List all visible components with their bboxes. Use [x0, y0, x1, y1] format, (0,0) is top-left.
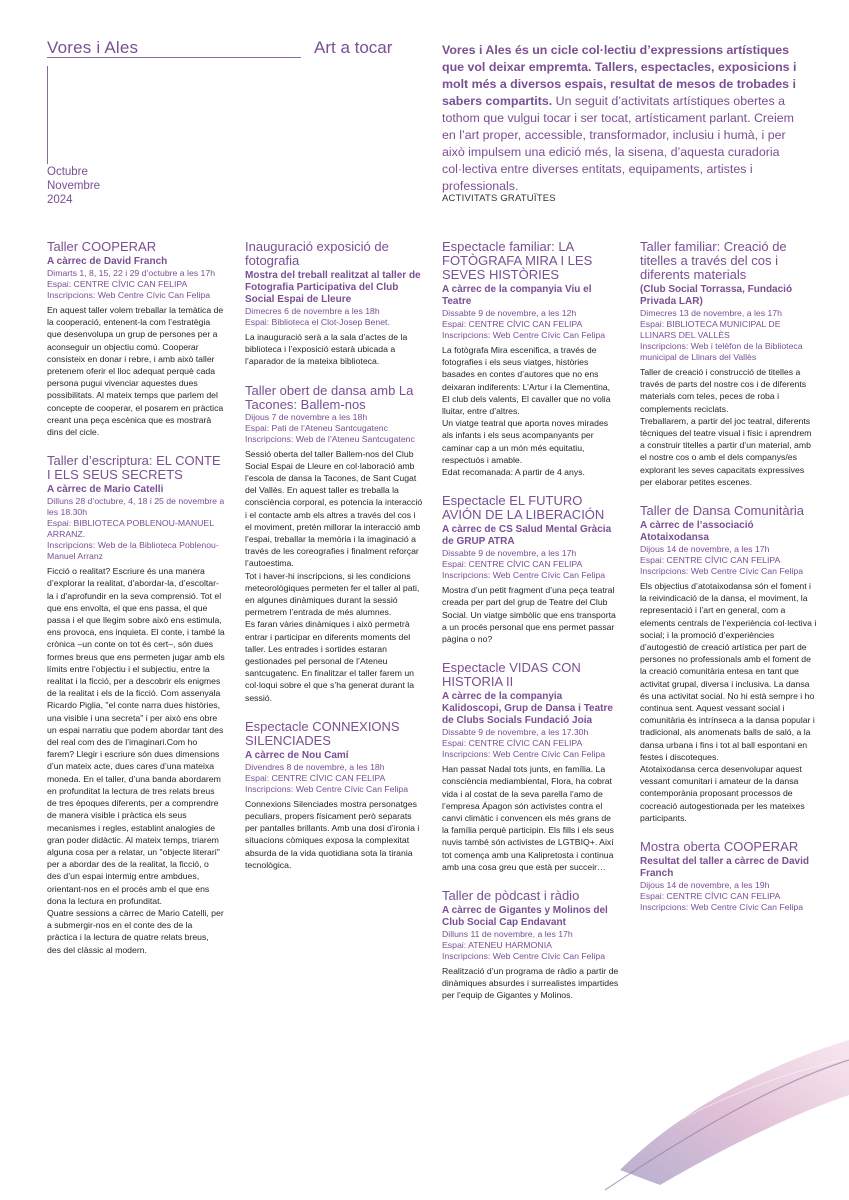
event-description: Mostra d’un petit fragment d’una peça teatral creada per part del grup de Teatre del Club Social. Un viatge simbòlic que ens transporta a un procés personal que ens permet passar pàgina o no?	[442, 585, 616, 645]
event-registration: Inscripcions: Web Centre Cívic Can Felipa	[442, 749, 606, 760]
event-card	[442, 240, 620, 478]
event-card	[245, 240, 423, 368]
event-registration: Inscripcions: Web Centre Cívic Can Felipa	[442, 570, 606, 581]
event-card	[47, 454, 225, 956]
event-title: Taller obert de dansa amb La Tacones: Ballem-nos	[245, 382, 414, 412]
event-description: En aquest taller volem treballar la temàtica de la cooperació, entenent-la com l’estratègia que desenvolupa un grup de persones per a aconseguir un objectiu comú. Cooperar consisteix en donar i rebre, i amb això taller pretenem oferir el lloc adequat perquè cada persona pugui vivenciar aquestes dues possibilitats. Al mateix temps que parlem del concepte de cooperar, el posarem en pràctica creant una peça escènica que es mostrarà dins del cicle.	[47, 305, 224, 438]
event-venue: Espai: CENTRE CÍVIC CAN FELIPA	[47, 279, 188, 289]
event-date: Dimecres 6 de novembre a les 18h	[245, 306, 380, 316]
event-registration: Inscripcions: Web Centre Cívic Can Felipa	[640, 902, 804, 913]
event-subtitle: Resultat del taller a càrrec de David Franch	[640, 856, 809, 880]
event-venue: Espai: Biblioteca el Clot-Josep Benet.	[245, 317, 390, 327]
event-title: Taller de Dansa Comunitària	[640, 503, 805, 519]
column-4	[640, 240, 818, 929]
event-title: Mostra oberta COOPERAR	[640, 839, 799, 855]
intro-text: Un seguit d’activitats artístiques obertes a tothom que vulgui tocar i ser tocat, artísticament parlant. Creiem en l’art proper, accessible, transformador, inclusiu i humà, i per això impulsem una edició més, la sisena, d’aquesta curadoria col·lectiva entre diverses entitats, equipaments, artistes i professionals.	[442, 94, 794, 193]
event-title: Espectacle VIDAS CON HISTORIA II	[442, 660, 581, 690]
event-title: Inauguració exposició de fotografia	[245, 239, 389, 268]
event-description: Taller de creació i construcció de titelles a través de parts del nostre cos i de diferents materials com teles, peces de roba i complements reciclats. Treballarem, a partir del joc teatral, diferents tècniques del teatre visual i físic i aprendrem a construir titelles a partir d’un material, amb el nostre cos o amb el dels companys/es explorant les seves capacitats expressives per elaborar petites escenes.	[640, 367, 812, 487]
event-date: Dissabte 9 de novembre, a les 17.30h	[442, 727, 589, 738]
event-title: Taller familiar: Creació de titelles a través del cos i diferents materials	[640, 239, 787, 282]
event-description: Connexions Silenciades mostra personatges peculiars, propers físicament però separats per pantalles brillants. Amb una dosi d’ironia i situacions còmiques exposa la complexitat absurda de la vida quotidiana sota la tirania tecnològica.	[245, 798, 420, 870]
date-year: 2024	[47, 194, 73, 206]
event-date: Dijous 14 de novembre, a les 19h	[640, 880, 770, 891]
event-date: Dijous 14 de novembre, a les 17h	[640, 544, 770, 555]
event-card	[442, 494, 620, 645]
event-subtitle: A càrrec de Gigantes y Molinos del Club Social Cap Endavant	[442, 905, 608, 929]
intro-paragraph	[442, 42, 808, 195]
event-venue: Espai: CENTRE CÍVIC CAN FELIPA	[640, 555, 781, 566]
event-date: Dimecres 13 de novembre, a les 17h	[640, 308, 782, 318]
event-description: La inauguració serà a la sala d’actes de la biblioteca i l’exposició estarà ubicada a l’aparador de la mateixa biblioteca.	[245, 332, 408, 367]
event-registration: Inscripcions: Web de la Biblioteca Poblenou-Manuel Arranz	[47, 540, 219, 562]
event-subtitle: A càrrec de Nou Camí	[245, 749, 349, 761]
feather-illustration	[600, 1000, 849, 1200]
event-description: Ficció o realitat? Escriure és una manera d’explorar la realitat, d’abordar-la, d’escoltar-la i d’aprofundir en la seva comprensió. Tot el que ens envolta, el que ens passa, el que passa i el que llegim sobre això ens estimula, ens provoca, ens inquieta. El conte, i també la crònica –un conte on tot és cert–, són dues formes breus que ens permeten jugar amb els límits entre l’objectiu i el subjectiu, entre la realitat i la ficció, per a descobrir els enigmes de la realitat i els de la ficció. Com assenyala Ricardo Piglia, "el conte narra dues històries, una visible i una secreta" i per això ens obre un espai narratiu que podem abordar tant des del real com des de l’imaginari.Com ho farem? Llegir i escriure són dues dimensions d’un mateix acte, dues cares d’una mateixa moneda. En el taller, d’una banda abordarem en profunditat la lectura de tres relats breus de tres èpoques diferents, per a comprendre de manera visible i pràctica els seus mecanismes i regles, establint analogies de gran poder didàctic. Al mateix temps, triarem alguna cosa per a relatar, un "objecte literari" per a abordar des de la realitat, la ficció, o des d’un espai intermig entre ambdues, orientant-nos en el procés amb el que ens dona la lectura en profunditat. Quatre sessions a càrrec de Mario Catelli, per a submergir-nos en el conte des de la pràctica i la lectura de quatre relats breus, des del clàssic al modern.	[47, 566, 225, 955]
brand-subtitle: Art a tocar	[314, 38, 393, 57]
brand-title: Vores i Ales	[47, 38, 139, 57]
intro-bold: Vores i Ales és un cicle col·lectiu d’expressions artístiques que vol deixar empremta. Tallers, espectacles, exposicions i molt més a diversos espais, resultat de mesos de trobades i sabers compartits.	[442, 43, 797, 108]
event-venue: Espai: BIBLIOTECA POBLENOU-MANUEL ARRANZ.	[47, 518, 214, 540]
event-venue: Espai: CENTRE CÍVIC CAN FELIPA	[245, 772, 386, 783]
event-venue: Espai: ATENEU HARMONIA	[442, 940, 552, 951]
event-card	[640, 240, 818, 488]
event-date: Dilluns 28 d’octubre, 4, 18 i 25 de novembre a les 18.30h	[47, 496, 225, 518]
date-month-2: Novembre	[47, 180, 101, 192]
column-1	[47, 240, 225, 972]
column-2	[245, 240, 423, 887]
event-title: Espectacle familiar: LA FOTÒGRAFA MIRA I LES SEVES HISTÒRIES	[442, 239, 593, 282]
event-title: Taller COOPERAR	[47, 239, 157, 254]
date-block	[47, 165, 100, 207]
event-title: Taller d’escriptura: EL CONTE I ELS SEUS SECRETS	[47, 453, 221, 483]
event-date: Dissabte 9 de novembre, a les 12h	[442, 308, 577, 318]
event-registration: Inscripcions: Web i telèfon de la Biblioteca municipal de Llinars del Vallès	[640, 341, 803, 362]
event-venue: Espai: CENTRE CÍVIC CAN FELIPA	[640, 891, 781, 902]
event-subtitle: Mostra del treball realitzat al taller de Fotografia Participativa del Club Social Espai de Lleure	[245, 270, 421, 305]
event-description: Els objectius d’atotaixodansa són el foment i la reivindicació de la dansa, el moviment, la representació i l’art en general, com a elements centrals de l’experiència col·lectiva i social; i la promoció d’experiències d’autogestió de creació artística per part de persones no professionals amb el foment de la creació comunitària entesa en tant que activitat grupal, diversa i inclusiva. La dansa és una activitat social. No hi està sempre i ho continua sent. Aquest vessant social i comunitària és intrínseca a la dansa popular i tradicional, als anomenats balls de saló, a la dansa urbana i fins i tot al ball espontani en festes i discoteques. Atotaixodansa cerca desenvolupar aquest vessant comunitari i amateur de la dansa contemporània proposant processos de cocreació autogestionada per les mateixes participants.	[640, 581, 817, 823]
event-registration: Inscripcions: Web Centre Cívic Can Felipa	[245, 783, 409, 794]
event-venue: Espai: CENTRE CÍVIC CAN FELIPA	[442, 738, 583, 749]
event-date: Dijous 7 de novembre a les 18h	[245, 411, 368, 422]
event-card	[245, 384, 423, 704]
event-subtitle: A càrrec de Mario Catelli	[47, 484, 164, 496]
event-venue: Espai: Pati de l’Ateneu Santcugatenc	[245, 422, 388, 433]
event-date: Dilluns 11 de novembre, a les 17h	[442, 929, 573, 940]
event-subtitle: A càrrec de CS Salud Mental Gràcia de GRUP ATRA	[442, 524, 612, 548]
event-card	[47, 240, 225, 438]
event-date: Dimarts 1, 8, 15, 22 i 29 d’octubre a les 17h	[47, 268, 216, 278]
event-card	[442, 661, 620, 873]
event-title: Taller de pòdcast i ràdio	[442, 888, 580, 904]
event-subtitle: A càrrec de la companyia Kalidoscopi, Grup de Dansa i Teatre de Clubs Socials Fundació Joia	[442, 691, 613, 727]
event-venue: Espai: CENTRE CÍVIC CAN FELIPA	[442, 319, 583, 329]
brand-header	[47, 38, 301, 58]
free-activities-label: ACTIVITATS GRATUÏTES	[442, 193, 556, 204]
event-description: Sessió oberta del taller Ballem-nos del Club Social Espai de Lleure en col·laboració amb l’escola de dansa la Tacones, de Sant Cugat del Vallès. En aquest taller es treballa la consciència corporal, es potencia la interacció i el contacte amb els altres a través del cos i el moviment, pretén millorar la interacció amb l’espai, treballar la memòria i la imaginació a través de les coreografies i finalment reforçar l’autoestima. Tot i haver-hi inscripcions, si les condicions meteorològiques permeten fer el taller al pati, en algunes dinàmiques durant la sessió permetrem l’entrada de més alumnes. Es faran vàries dinàmiques i això permetrà entrar i participar en diferents moments del taller. Les entrades i sortides estaran gestionades pel personal de l’Ateneu santcugatenc. En finalitzar el taller farem un col·loqui sobre el que s’ha generat durant la sessió.	[245, 448, 423, 703]
event-card	[245, 720, 423, 871]
event-description: Realització d’un programa de ràdio a partir de dinàmiques absurdes i surrealistes impartides per l’equip de Gigantes y Molinos.	[442, 966, 619, 1001]
date-month-1: Octubre	[47, 166, 88, 178]
event-subtitle: (Club Social Torrassa, Fundació Privada LAR)	[640, 284, 793, 307]
event-registration: Inscripcions: Web Centre Cívic Can Felipa	[640, 566, 804, 577]
event-venue: Espai: CENTRE CÍVIC CAN FELIPA	[442, 559, 583, 570]
event-subtitle: A càrrec de la companyia Viu el Teatre	[442, 284, 592, 307]
event-card	[442, 889, 620, 1002]
event-registration: Inscripcions: Web Centre Cívic Can Felipa	[442, 330, 606, 340]
event-title: Espectacle EL FUTURO AVIÓN DE LA LIBERACIÓN	[442, 493, 605, 523]
event-description: Han passat Nadal tots junts, en família. La consciència mediambiental, Flora, ha cobrat vida i al costat de la seva parella l’amo de l’empresa Ápagon són activistes contra el canvi climàtic i convencen els més grans de la família perquè participin. Els fills i els seus nuvis també són activistes de LGTBIQ+. Així tot comença amb una Kalipretosta i continua amb una cosa greu que està per succeir…	[442, 764, 614, 872]
event-subtitle: A càrrec de l’associació Atotaixodansa	[640, 520, 754, 544]
event-title: Espectacle CONNEXIONS SILENCIADES	[245, 718, 400, 748]
event-date: Dissabte 9 de novembre, a les 17h	[442, 548, 577, 559]
event-registration: Inscripcions: Web de l’Ateneu Santcugatenc	[245, 433, 415, 444]
event-registration: Inscripcions: Web Centre Cívic Can Felipa	[442, 951, 606, 962]
event-description: La fotògrafa Mira escenifica, a través de fotografies i els seus viatges, històries basades en contes d’autores que no ens deixaran indiferents: L’Artur i la Clementina, El club dels valents, El cavaller que no volia lluitar, entre d’altres. Un viatge teatral que aporta noves mirades als infants i els seus acompanyants per caminar cap a un món més equitatiu, respectuós i amable. Edat recomanada: A partir de 4 anys.	[442, 345, 611, 478]
event-date: Divendres 8 de novembre, a les 18h	[245, 761, 385, 772]
event-venue: Espai: BIBLIOTECA MUNICIPAL DE LLINARS DEL VALLÈS	[640, 319, 781, 340]
vertical-divider	[47, 66, 48, 164]
event-registration: Inscripcions: Web Centre Cívic Can Felipa	[47, 290, 211, 300]
event-card	[640, 504, 818, 824]
column-3	[442, 240, 620, 1018]
event-card	[640, 840, 818, 913]
event-subtitle: A càrrec de David Franch	[47, 256, 168, 267]
